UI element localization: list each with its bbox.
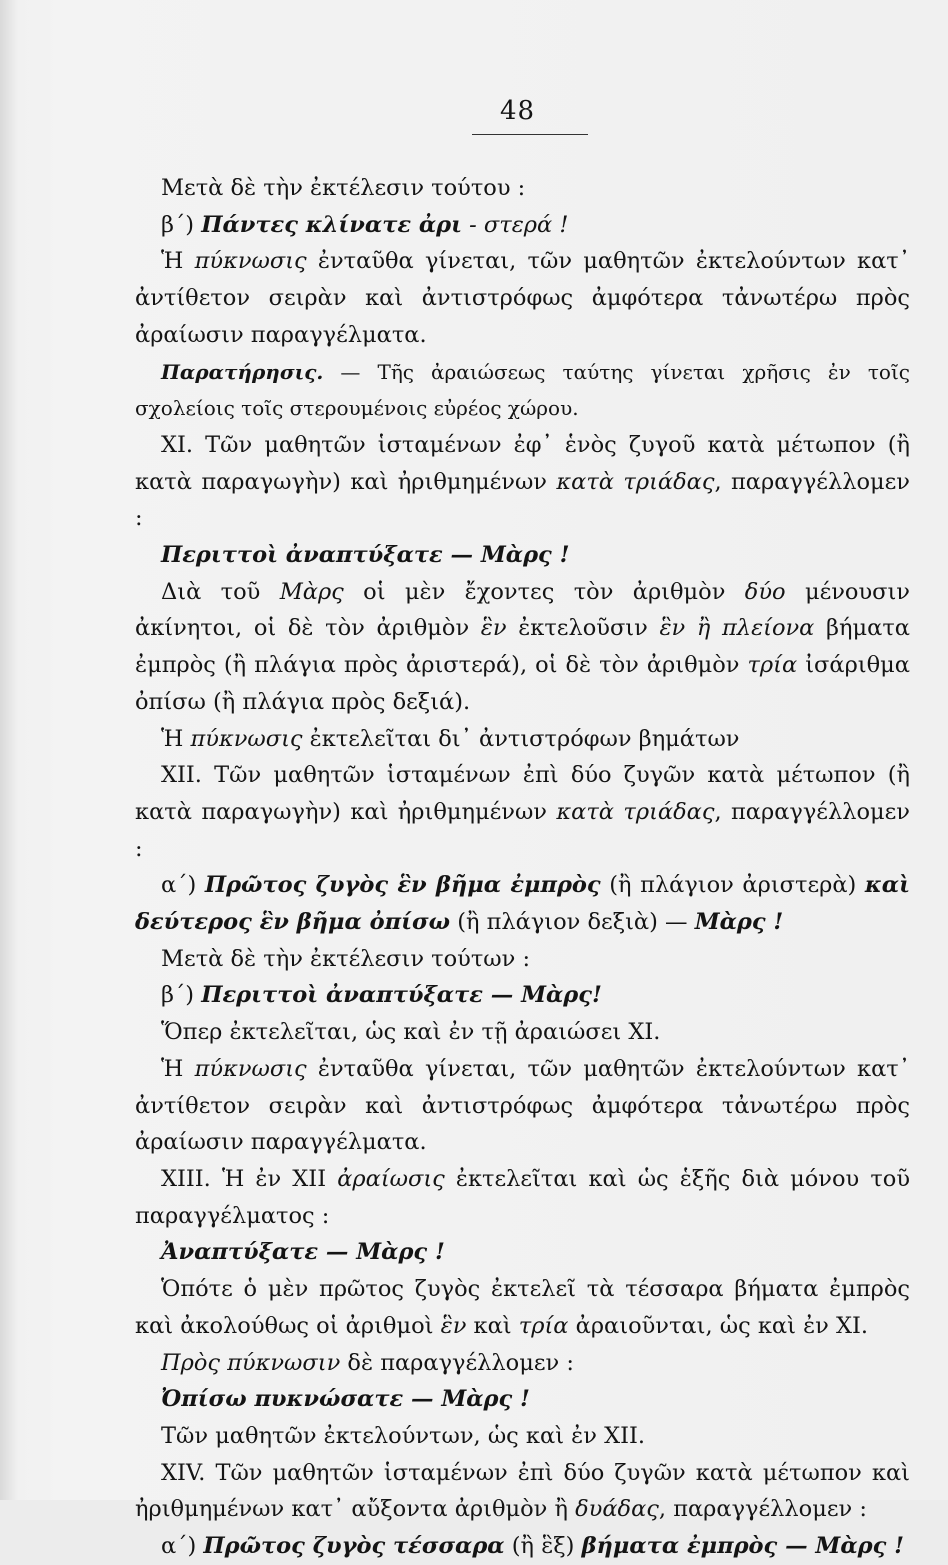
- text: ἀραιοῦνται, ὡς καὶ ἐν XI.: [568, 1312, 869, 1339]
- paragraph: [135, 721, 910, 758]
- text: β΄): [161, 982, 202, 1009]
- text: ἐκτελοῦσιν: [506, 615, 660, 642]
- term: ἓν ἢ πλείονα: [659, 615, 815, 642]
- term: ἓν: [440, 1312, 467, 1339]
- term: πύκνωσις: [194, 248, 307, 275]
- paragraph: [135, 1051, 910, 1161]
- note-heading: Παρατήρησις.: [161, 359, 324, 384]
- paragraph: [135, 207, 910, 244]
- text: - στερά !: [462, 211, 569, 238]
- term: πύκνωσις: [194, 1055, 307, 1082]
- command-text: Πρῶτος ζυγὸς ἓν βῆμα ἐμπρὸς: [204, 872, 601, 899]
- text: ἐνταῦθα γίνεται, τῶν μαθητῶν ἐκτελούντων κατ᾽ ἀντίθετον σειρὰν καὶ ἀντιστρόφως ἀμφότερα τἀνωτέρω πρὸς ἀραίωσιν παραγγέλματα.: [135, 248, 910, 348]
- text: καὶ: [466, 1312, 519, 1339]
- text: ἐνταῦθα γίνεται, τῶν μαθητῶν ἐκτελούντων κατ᾽ ἀντίθετον σειρὰν καὶ ἀντιστρόφως ἀμφότερα τἀνωτέρω πρὸς ἀραίωσιν παραγγέλματα.: [135, 1055, 910, 1156]
- term: πύκνωσις: [190, 725, 303, 752]
- term: δυάδας: [575, 1496, 659, 1523]
- text: Ἡ: [161, 725, 191, 752]
- text: ἐκτελεῖται δι᾽ ἀντιστρόφων βημάτων: [302, 725, 740, 752]
- paragraph: [135, 243, 910, 353]
- paragraph: [135, 1455, 910, 1528]
- text: (ἢ πλάγιον δεξιὰ) —: [450, 909, 695, 936]
- term: δύο: [744, 578, 786, 605]
- paragraph: [135, 1271, 910, 1344]
- text: , παραγγέλλομεν :: [135, 468, 910, 532]
- page-number-rule: [472, 134, 588, 135]
- command-text: Μὰρς !: [694, 909, 784, 936]
- command-text: Ὀπίσω πυκνώσατε — Μὰρς !: [161, 1386, 530, 1413]
- text: βήματα ἐμπρὸς (ἢ πλάγια πρὸς ἀριστερά), οἱ δὲ τὸν ἀριθμὸν: [135, 615, 910, 679]
- text: Μετὰ δὲ τὴν ἐκτέλεσιν τούτων :: [161, 945, 531, 972]
- page-body: [135, 170, 910, 1565]
- paragraph: [135, 537, 910, 574]
- page-number: 48: [500, 96, 536, 126]
- paragraph: [135, 1418, 910, 1455]
- text: Διὰ τοῦ: [161, 578, 280, 605]
- text: Τῶν μαθητῶν ἐκτελούντων, ὡς καὶ ἐν XII.: [161, 1422, 646, 1449]
- text: Ὅπερ ἐκτελεῖται, ὡς καὶ ἐν τῇ ἀραιώσει XI.: [161, 1019, 661, 1046]
- text: XI. Τῶν μαθητῶν ἱσταμένων ἐφ᾽ ἑνὸς ζυγοῦ κατὰ μέτωπον (ἢ κατὰ παραγωγὴν) καὶ ἠριθμημένων: [135, 431, 910, 495]
- term: ἓν: [480, 615, 507, 642]
- term: τρία: [518, 1312, 569, 1339]
- paragraph: [135, 574, 910, 721]
- text: XIII. Ἡ ἐν XII: [161, 1165, 338, 1192]
- term: ἀραίωσις: [337, 1165, 445, 1192]
- paragraph: [135, 1345, 910, 1382]
- text: μένουσιν ἀκίνητοι, οἱ δὲ τὸν ἀριθμὸν: [135, 578, 910, 642]
- text: XII. Τῶν μαθητῶν ἱσταμένων ἐπὶ δύο ζυγῶν κατὰ μέτωπον (ἢ κατὰ παραγωγὴν) καὶ ἠριθμημένων: [135, 762, 910, 825]
- paragraph: [135, 867, 910, 940]
- paragraph-note: [135, 354, 910, 427]
- text: , παραγγέλλομεν :: [658, 1496, 867, 1523]
- text: ἰσάριθμα ὀπίσω (ἢ πλάγια πρὸς δεξιά).: [135, 652, 910, 715]
- term: κατὰ τριάδας: [556, 468, 715, 495]
- text: Ἡ: [161, 1055, 195, 1082]
- paragraph: [135, 757, 910, 867]
- paragraph: [135, 977, 910, 1014]
- text: — Τῆς ἀραιώσεως ταύτης γίνεται χρῆσις ἐν τοῖς σχολείοις τοῖς στερουμένοις εὐρέος χώρου.: [135, 359, 910, 421]
- command-text: Περιττοὶ ἀναπτύξατε — Μὰρς !: [161, 542, 570, 569]
- command-text: Πάντες κλίνατε ἀρι: [201, 211, 463, 238]
- text: XIV. Τῶν μαθητῶν ἱσταμένων ἐπὶ δύο ζυγῶν κατὰ μέτωπον καὶ ἠριθμημένων κατ᾽ αὔξοντα ἀριθμὸν ἢ: [135, 1459, 910, 1523]
- text: , παραγγέλλομεν :: [135, 798, 910, 862]
- text: ἐκτελεῖται καὶ ὡς ἑξῆς διὰ μόνου τοῦ παραγγέλματος :: [135, 1165, 911, 1229]
- text: Ἡ: [161, 248, 195, 275]
- command-text: Ἀναπτύξατε — Μὰρς !: [161, 1239, 445, 1266]
- term: Μὰρς: [279, 578, 344, 605]
- text: α΄): [161, 872, 205, 899]
- text: α΄): [161, 1533, 204, 1560]
- paragraph: [135, 170, 910, 207]
- paragraph: [135, 1381, 910, 1418]
- command-text: Περιττοὶ ἀναπτύξατε — Μὰρς!: [201, 982, 602, 1009]
- text: δὲ παραγγέλλομεν :: [340, 1349, 574, 1376]
- text: β΄): [161, 211, 202, 238]
- text: (ἢ ἓξ): [504, 1533, 582, 1560]
- paragraph: [135, 1014, 910, 1051]
- paragraph: [135, 1161, 910, 1234]
- command-text: Πρῶτος ζυγὸς τέσσαρα: [203, 1533, 505, 1560]
- text: Ὁπότε ὁ μὲν πρῶτος ζυγὸς ἐκτελεῖ τὰ τέσσαρα βήματα ἐμπρὸς καὶ ἀκολούθως οἱ ἀριθμοὶ: [135, 1276, 910, 1339]
- text: (ἢ πλάγιον ἀριστερὰ): [600, 872, 865, 899]
- command-text: βήματα ἐμπρὸς — Μὰρς !: [581, 1533, 905, 1560]
- paragraph: [135, 1528, 910, 1565]
- term: κατὰ τριάδας: [556, 798, 715, 825]
- text: οἱ μὲν ἔχοντες τὸν ἀριθμὸν: [343, 578, 745, 605]
- term: Πρὸς πύκνωσιν: [161, 1349, 341, 1376]
- command-text: καὶ δεύτερος ἓν βῆμα ὀπίσω: [135, 872, 910, 936]
- paragraph: [135, 427, 910, 537]
- paragraph: [135, 941, 910, 978]
- text: Μετὰ δὲ τὴν ἐκτέλεσιν τούτου :: [161, 175, 526, 201]
- term: τρία: [747, 652, 798, 679]
- paragraph: [135, 1234, 910, 1271]
